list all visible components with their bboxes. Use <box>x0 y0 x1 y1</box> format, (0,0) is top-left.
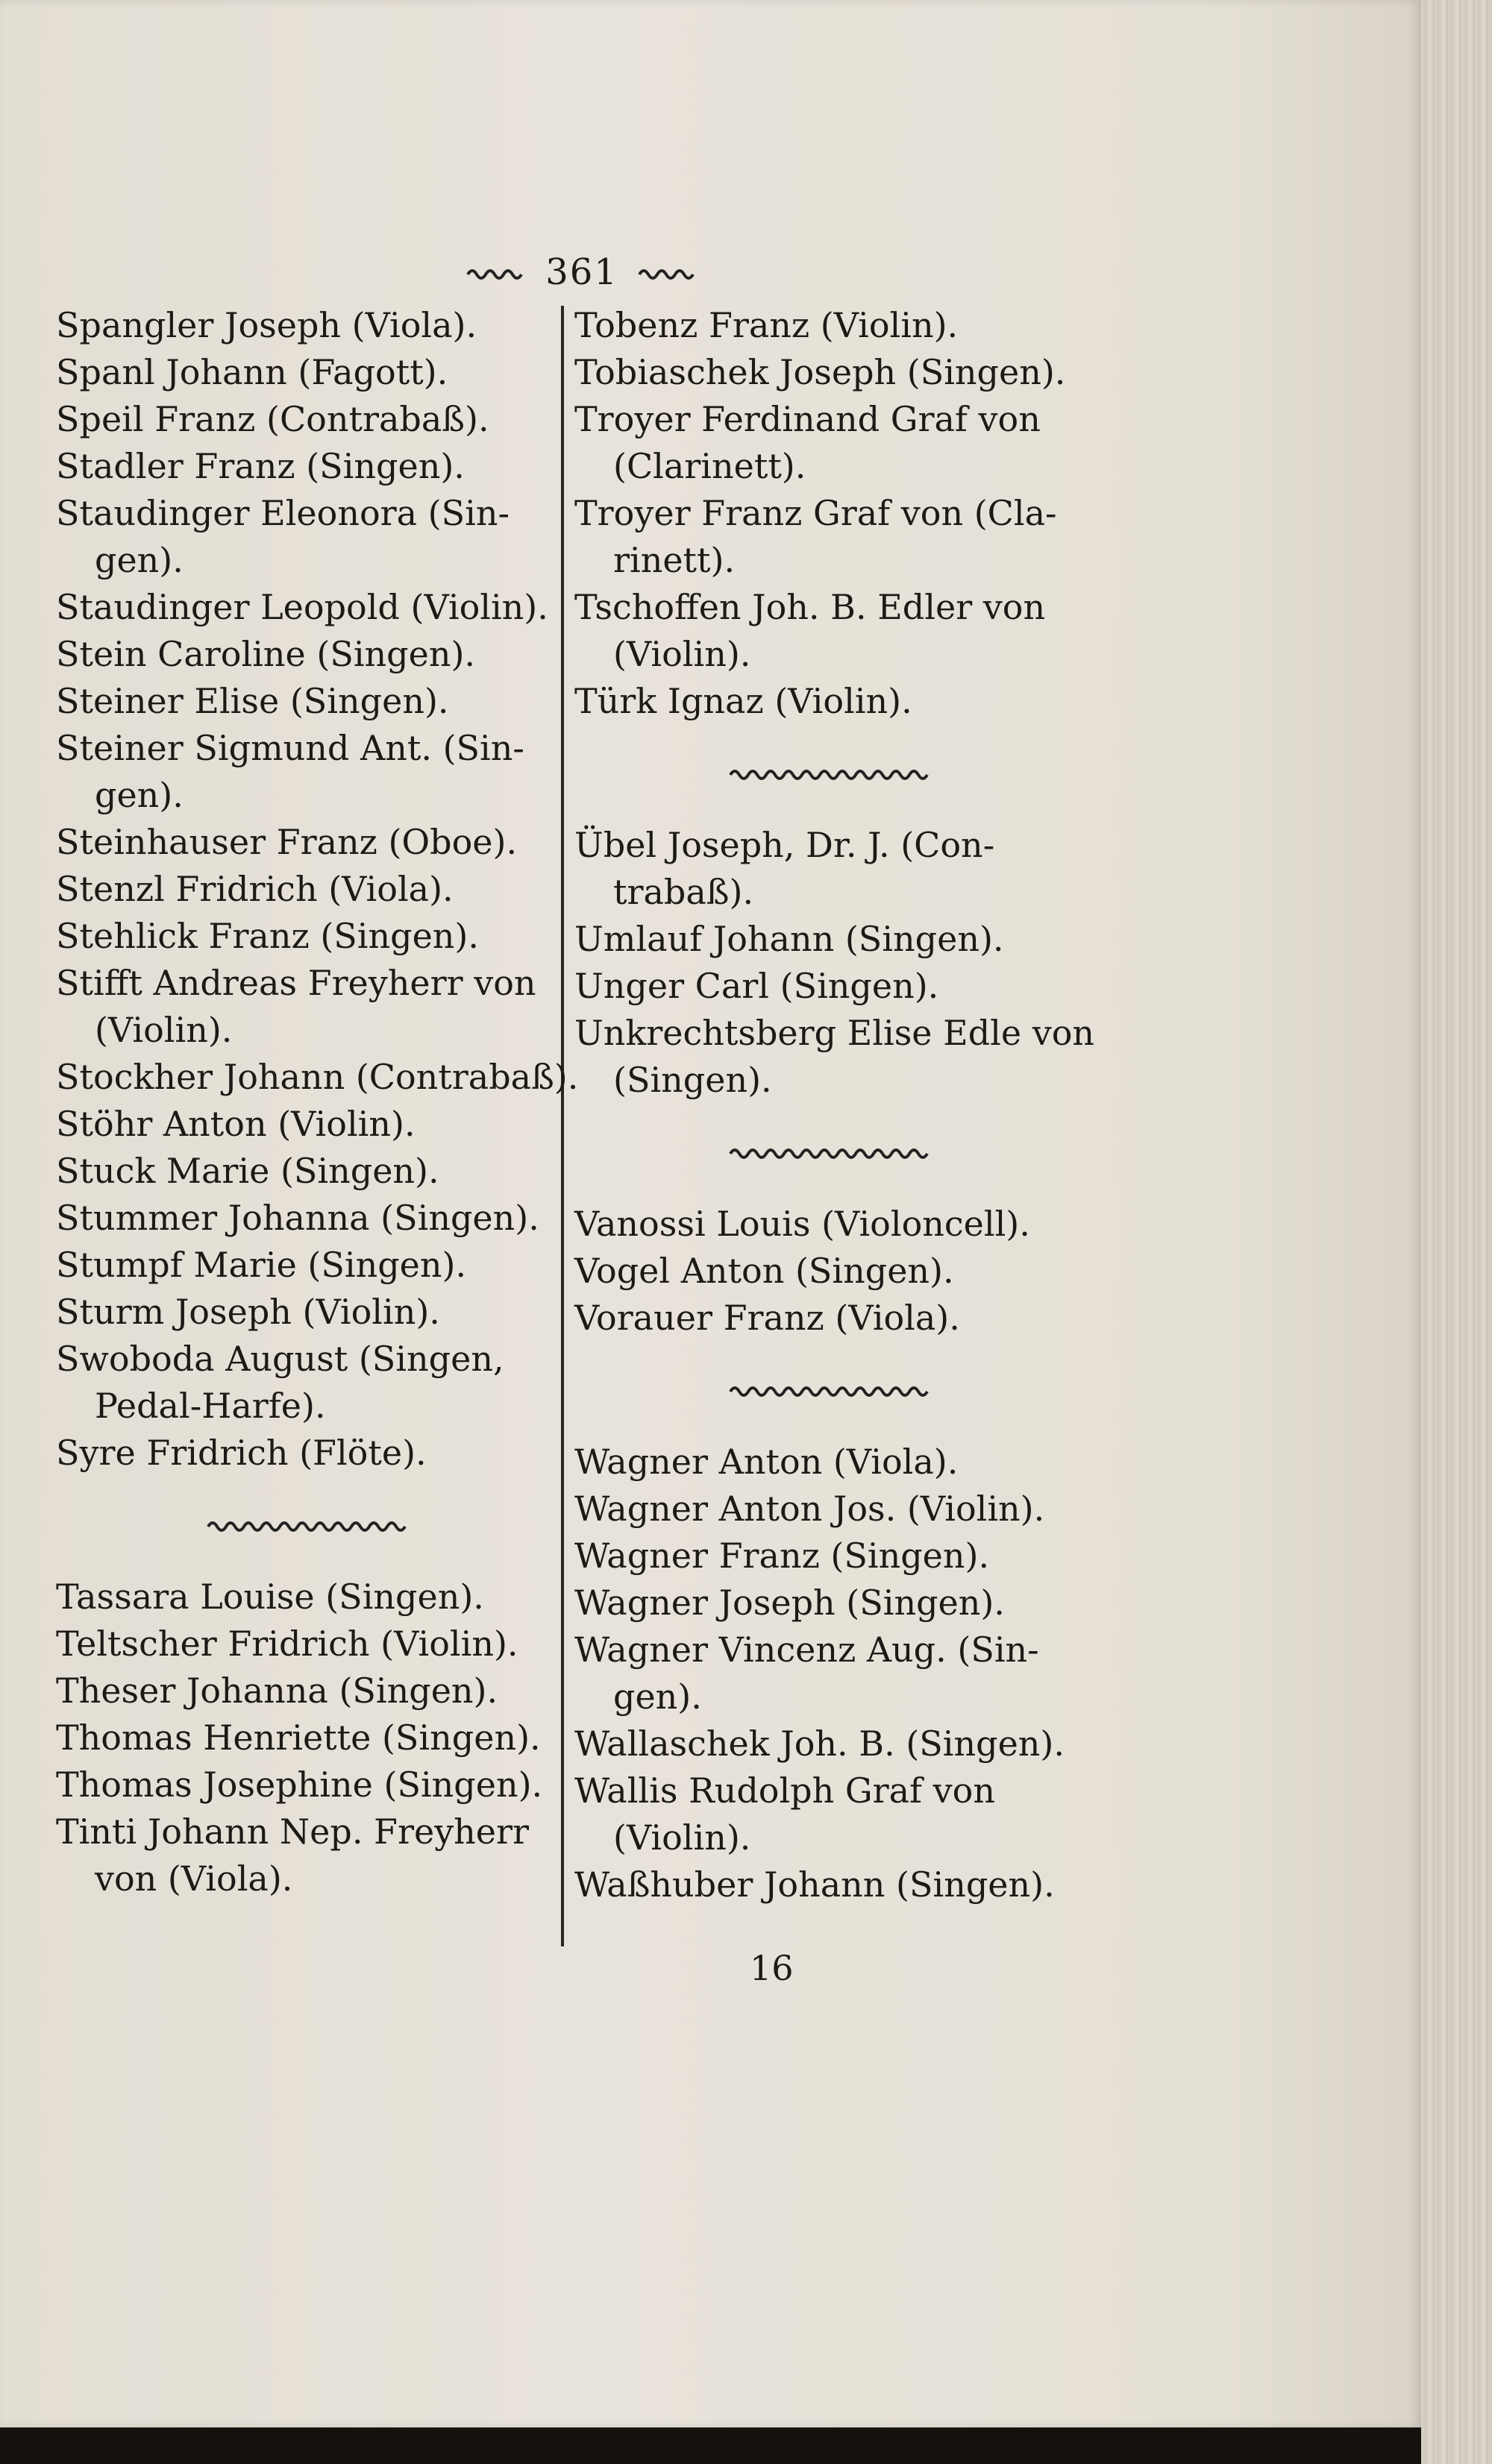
entry-text: Stuck Marie (Singen). <box>56 1151 439 1191</box>
section-separator <box>574 1104 1089 1201</box>
list-entry <box>574 1248 1089 1295</box>
entry-text: Wagner Anton (Viola). <box>574 1442 959 1482</box>
entry-continuation: (Violin). <box>613 1817 751 1858</box>
list-entry <box>574 490 1089 584</box>
page-number: 361 <box>545 251 618 293</box>
entry-text: Stadler Franz (Singen). <box>56 446 465 486</box>
entry-text: Wagner Vincenz Aug. (Sin- <box>574 1629 1039 1670</box>
entry-text: Wagner Joseph (Singen). <box>574 1583 1005 1623</box>
list-entry <box>574 1720 1089 1767</box>
entry-continuation: (Violin). <box>613 634 751 674</box>
list-entry <box>574 963 1089 1010</box>
list-entry <box>574 1767 1089 1861</box>
entry-group-s <box>56 302 579 1477</box>
list-entry <box>56 960 563 1054</box>
list-entry <box>56 631 563 678</box>
page-header <box>418 246 746 298</box>
list-entry <box>56 1808 563 1902</box>
entry-text: Troyer Franz Graf von (Cla- <box>574 493 1057 533</box>
entry-text: Tobenz Franz (Violin). <box>574 305 959 345</box>
list-entry <box>56 1289 563 1336</box>
entry-text: Troyer Ferdinand Graf von <box>574 399 1041 439</box>
entry-text: Vorauer Franz (Viola). <box>574 1298 960 1338</box>
list-entry <box>56 584 563 631</box>
entry-text: Tobiaschek Joseph (Singen). <box>574 352 1066 392</box>
entry-continuation: Pedal-Harfe). <box>95 1386 326 1426</box>
entry-text: Steiner Sigmund Ant. (Sin- <box>56 728 524 768</box>
entry-text: Stenzl Fridrich (Viola). <box>56 869 454 909</box>
entry-continuation: trabaß). <box>613 872 754 912</box>
list-entry <box>56 866 563 913</box>
entry-text: Staudinger Eleonora (Sin- <box>56 493 510 533</box>
list-entry <box>56 1101 563 1148</box>
list-entry <box>574 1627 1089 1720</box>
entry-continuation: (Violin). <box>95 1010 233 1050</box>
entry-continuation: gen). <box>95 775 184 815</box>
entry-text: Syre Fridrich (Flöte). <box>56 1433 427 1473</box>
entry-text: Thomas Josephine (Singen). <box>56 1764 543 1805</box>
entry-continuation: von (Viola). <box>95 1858 293 1899</box>
list-entry <box>56 490 563 584</box>
list-entry <box>56 1336 563 1430</box>
list-entry <box>574 349 1089 396</box>
list-entry <box>56 1574 563 1621</box>
list-entry <box>56 1668 563 1715</box>
list-entry <box>574 1533 1089 1580</box>
background-strip <box>0 2427 1421 2464</box>
entry-continuation: (Singen). <box>613 1060 772 1100</box>
entry-text: Stummer Johanna (Singen). <box>56 1198 539 1238</box>
list-entry <box>56 1195 563 1242</box>
list-entry <box>56 819 563 866</box>
entry-text: Theser Johanna (Singen). <box>56 1671 498 1711</box>
list-entry <box>56 913 563 960</box>
ornament-left <box>466 264 526 280</box>
list-entry <box>574 1486 1089 1533</box>
list-entry <box>574 822 1089 916</box>
entry-group-v <box>574 1201 1089 1342</box>
entry-group-t <box>56 1574 563 1902</box>
list-entry <box>56 1054 579 1101</box>
entry-text: Thomas Henriette (Singen). <box>56 1717 541 1758</box>
entry-text: Unger Carl (Singen). <box>574 966 939 1006</box>
entry-continuation: rinett). <box>613 540 736 580</box>
entry-group-w <box>574 1439 1089 1908</box>
list-entry <box>56 349 563 396</box>
list-entry <box>574 1295 1089 1342</box>
list-entry <box>574 396 1089 490</box>
list-entry <box>56 302 563 349</box>
list-entry <box>56 396 563 443</box>
entry-text: Spangler Joseph (Viola). <box>56 305 477 345</box>
list-entry <box>574 1861 1089 1908</box>
entry-group-u <box>574 822 1095 1104</box>
entry-text: Waßhuber Johann (Singen). <box>574 1864 1055 1905</box>
entry-text: Vogel Anton (Singen). <box>574 1251 954 1291</box>
left-column <box>56 302 579 1902</box>
entry-text: Staudinger Leopold (Violin). <box>56 587 548 627</box>
entry-group-t-cont <box>574 302 1089 725</box>
entry-text: Stifft Andreas Freyherr von <box>56 963 536 1003</box>
section-separator <box>574 1342 1089 1439</box>
section-separator <box>574 725 1089 822</box>
entry-text: Speil Franz (Contrabaß). <box>56 399 489 439</box>
list-entry <box>574 1580 1089 1627</box>
list-entry <box>56 1761 563 1808</box>
entry-text: Swoboda August (Singen, <box>56 1339 504 1379</box>
entry-text: Spanl Johann (Fagott). <box>56 352 448 392</box>
entry-text: Stockher Johann (Contrabaß). <box>56 1057 579 1097</box>
entry-text: Türk Ignaz (Violin). <box>574 681 912 721</box>
entry-continuation: gen). <box>95 540 184 580</box>
entry-text: Wallis Rudolph Graf von <box>574 1770 995 1811</box>
entry-text: Steiner Elise (Singen). <box>56 681 449 721</box>
list-entry <box>56 1148 563 1195</box>
list-entry <box>574 584 1089 678</box>
entry-text: Teltscher Fridrich (Violin). <box>56 1624 518 1664</box>
section-separator <box>56 1477 563 1574</box>
list-entry <box>574 678 1089 725</box>
list-entry <box>56 678 563 725</box>
entry-text: Umlauf Johann (Singen). <box>574 919 1004 959</box>
entry-continuation: (Clarinett). <box>613 446 806 486</box>
entry-text: Steinhauser Franz (Oboe). <box>56 822 518 862</box>
list-entry <box>56 1715 563 1761</box>
list-entry <box>56 1242 563 1289</box>
entry-text: Unkrechtsberg Elise Edle von <box>574 1013 1095 1053</box>
list-entry <box>574 1201 1089 1248</box>
entry-text: Wagner Franz (Singen). <box>574 1536 990 1576</box>
entry-text: Wagner Anton Jos. (Violin). <box>574 1489 1045 1529</box>
entry-text: Vanossi Louis (Violoncell). <box>574 1204 1030 1244</box>
entry-text: Stehlick Franz (Singen). <box>56 916 480 956</box>
entry-text: Stöhr Anton (Violin). <box>56 1104 416 1144</box>
page-stack-edge <box>1421 0 1492 2464</box>
list-entry <box>56 1621 563 1668</box>
entry-text: Tinti Johann Nep. Freyherr <box>56 1811 530 1852</box>
entry-text: Übel Joseph, Dr. J. (Con- <box>574 825 995 865</box>
list-entry <box>56 725 563 819</box>
entry-text: Stein Caroline (Singen). <box>56 634 476 674</box>
entry-text: Tassara Louise (Singen). <box>56 1577 484 1617</box>
list-entry <box>56 443 563 490</box>
signature-mark: 16 <box>750 1948 794 1988</box>
ornament-right <box>638 264 698 280</box>
entry-text: Wallaschek Joh. B. (Singen). <box>574 1723 1065 1764</box>
entry-text: Tschoffen Joh. B. Edler von <box>574 587 1046 627</box>
entry-continuation: gen). <box>613 1676 702 1717</box>
entry-text: Sturm Joseph (Violin). <box>56 1292 440 1332</box>
list-entry <box>574 1010 1095 1104</box>
list-entry <box>56 1430 563 1477</box>
list-entry <box>574 302 1089 349</box>
right-column <box>574 302 1095 1908</box>
list-entry <box>574 1439 1089 1486</box>
list-entry <box>574 916 1089 963</box>
entry-text: Stumpf Marie (Singen). <box>56 1245 467 1285</box>
